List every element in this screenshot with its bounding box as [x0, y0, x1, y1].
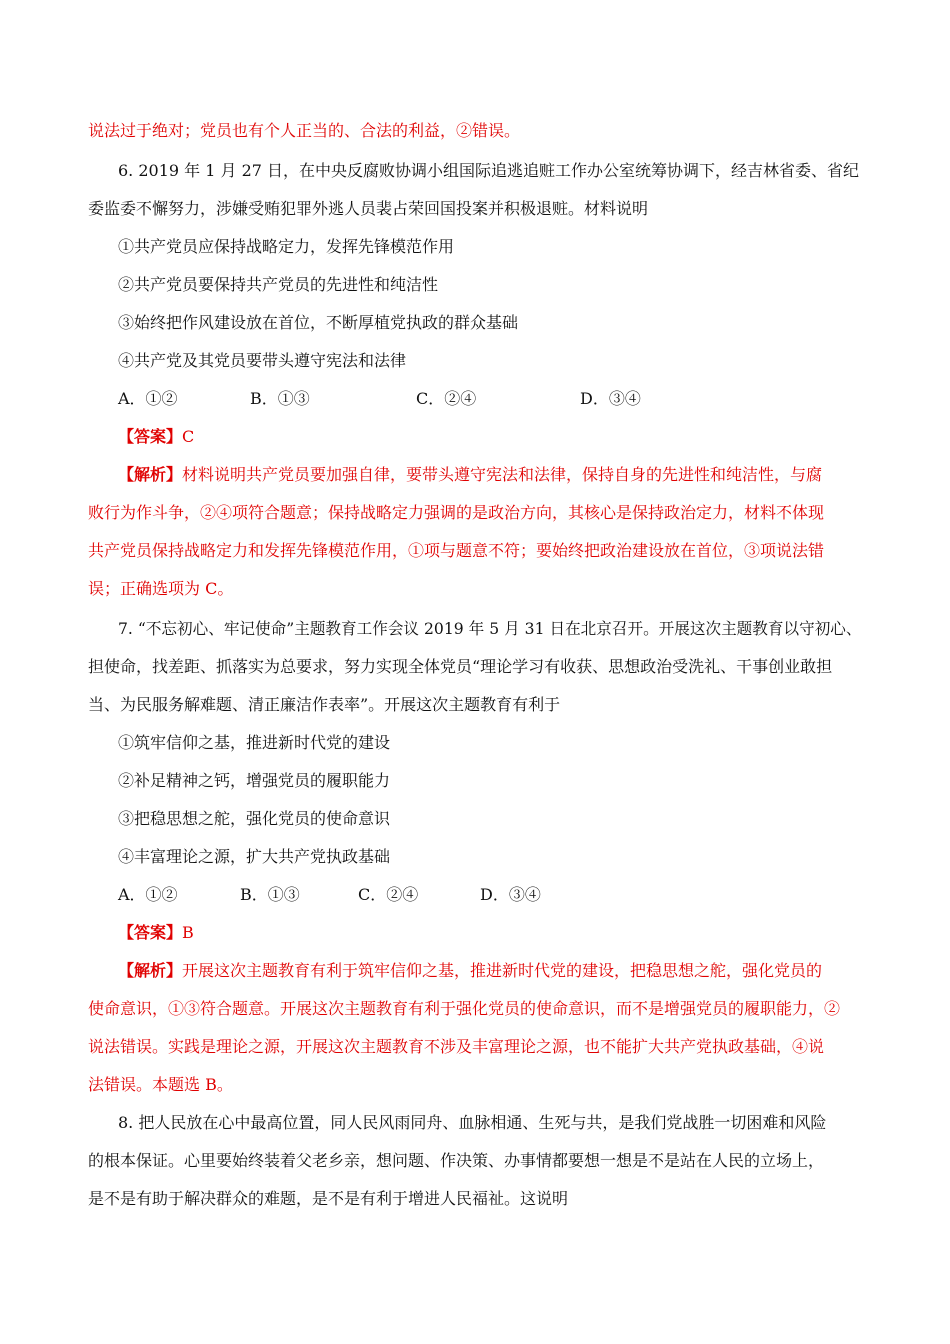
q6-analysis-line-4: 误；正确选项为 C。 [88, 579, 234, 598]
q7-option-a: A．①② [118, 885, 178, 904]
q7-item-2: ②补足精神之钙，增强党员的履职能力 [118, 771, 391, 790]
q7-option-c: C．②④ [358, 885, 419, 904]
q7-stem-line-2: 担使命，找差距、抓落实为总要求，努力实现全体党员“理论学习有收获、思想政治受洗礼、干事创业敢担 [88, 657, 833, 676]
q6-option-d: D．③④ [580, 389, 641, 408]
q7-item-3: ③把稳思想之舵，强化党员的使命意识 [118, 809, 391, 828]
q6-item-4: ④共产党及其党员要带头遵守宪法和法律 [118, 351, 407, 370]
q7-analysis-line-3: 说法错误。实践是理论之源，开展这次主题教育不涉及丰富理论之源，也不能扩大共产党执政基础，④说 [88, 1037, 825, 1056]
q6-analysis-line-3: 共产党员保持战略定力和发挥先锋模范作用，①项与题意不符；要始终把政治建设放在首位，③项说法错 [88, 541, 825, 560]
q6-option-b: B．①③ [250, 389, 310, 408]
q7-answer-label: 【答案】 [118, 923, 183, 942]
q7-option-b: B．①③ [240, 885, 300, 904]
q7-stem-line-1: 7. “不忘初心、牢记使命”主题教育工作会议 2019 年 5 月 31 日在北京召开。开展这次主题教育以守初心、 [118, 619, 862, 638]
q7-item-1: ①筑牢信仰之基，推进新时代党的建设 [118, 733, 391, 752]
q7-option-d: D．③④ [480, 885, 541, 904]
q7-stem-line-3: 当、为民服务解难题、清正廉洁作表率”。开展这次主题教育有利于 [88, 695, 561, 714]
previous-analysis-tail: 说法过于绝对；党员也有个人正当的、合法的利益，②错误。 [88, 121, 521, 140]
q7-analysis-line-1: 【解析】开展这次主题教育有利于筑牢信仰之基，推进新时代党的建设，把稳思想之舵，强化党员的 [118, 961, 823, 980]
q6-stem-line-2: 委监委不懈努力，涉嫌受贿犯罪外逃人员裴占荣回国投案并积极退赃。材料说明 [88, 199, 649, 218]
q7-analysis-line-2: 使命意识，①③符合题意。开展这次主题教育有利于强化党员的使命意识，而不是增强党员的履职能力，② [88, 999, 841, 1018]
q6-item-2: ②共产党员要保持共产党员的先进性和纯洁性 [118, 275, 439, 294]
q7-answer-value: B [182, 923, 194, 942]
q6-analysis-label: 【解析】 [118, 465, 183, 484]
q8-stem-line-1: 8. 把人民放在心中最高位置，同人民风雨同舟、血脉相通、生死与共，是我们党战胜一切困难和风险 [118, 1113, 827, 1132]
q8-stem-line-2: 的根本保证。心里要始终装着父老乡亲，想问题、作决策、办事情都要想一想是不是站在人民的立场上， [88, 1151, 825, 1170]
q7-item-4: ④丰富理论之源，扩大共产党执政基础 [118, 847, 391, 866]
q6-answer [118, 426, 194, 448]
q7-analysis-label: 【解析】 [118, 961, 183, 980]
q6-item-3: ③始终把作风建设放在首位，不断厚植党执政的群众基础 [118, 313, 519, 332]
q6-option-c: C．②④ [416, 389, 477, 408]
q6-answer-value: C [182, 427, 195, 446]
q7-answer [118, 922, 194, 944]
q6-answer-label: 【答案】 [118, 427, 183, 446]
q6-item-1: ①共产党员应保持战略定力，发挥先锋模范作用 [118, 237, 455, 256]
q6-analysis-line-1: 【解析】材料说明共产党员要加强自律，要带头遵守宪法和法律，保持自身的先进性和纯洁性，与腐 [118, 465, 823, 484]
q6-option-a: A．①② [118, 389, 178, 408]
q8-stem-line-3: 是不是有助于解决群众的难题，是不是有利于增进人民福祉。这说明 [88, 1189, 569, 1208]
q6-stem-line-1: 6. 2019 年 1 月 27 日，在中央反腐败协调小组国际追逃追赃工作办公室统筹协调下，经吉林省委、省纪 [118, 161, 860, 180]
q6-analysis-line-2: 败行为作斗争，②④项符合题意；保持战略定力强调的是政治方向，其核心是保持政治定力，材料不体现 [88, 503, 825, 522]
q7-analysis-line-4: 法错误。本题选 B。 [88, 1075, 233, 1094]
